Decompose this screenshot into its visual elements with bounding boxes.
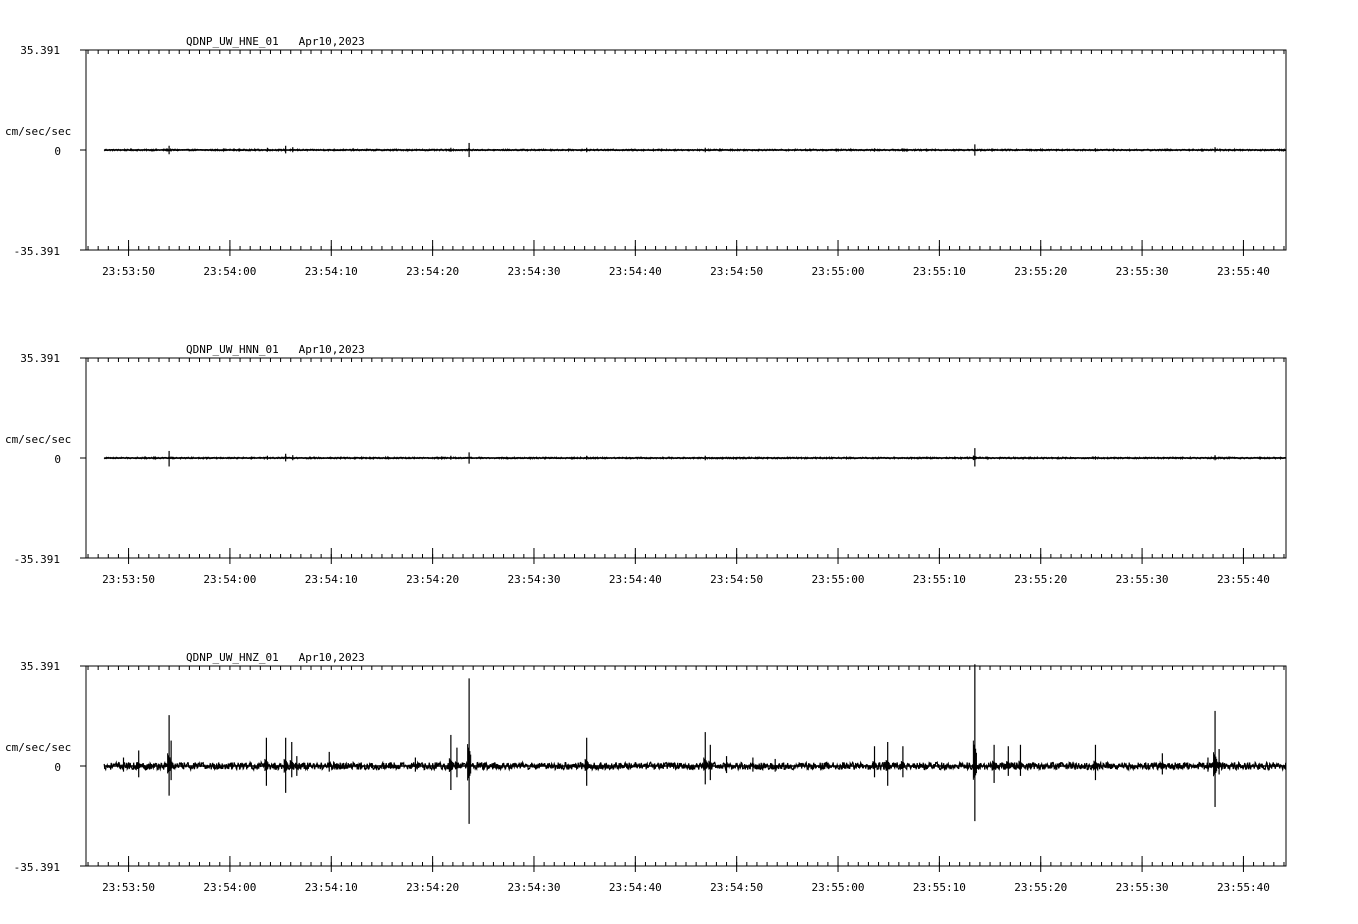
x-tick-label: 23:54:00 — [203, 265, 257, 278]
panel-3 — [5, 651, 1286, 894]
x-tick-label: 23:55:00 — [811, 881, 865, 894]
x-tick-label: 23:55:30 — [1115, 265, 1169, 278]
x-tick-label: 23:55:30 — [1115, 573, 1169, 586]
y-tick-label: -35.391 — [13, 861, 60, 874]
x-tick-label: 23:55:40 — [1216, 265, 1270, 278]
x-tick-label: 23:55:00 — [811, 265, 865, 278]
y-tick-label: 0 — [54, 453, 61, 466]
x-tick-label: 23:53:50 — [102, 573, 156, 586]
x-tick-label: 23:54:00 — [203, 881, 257, 894]
y-axis-label: cm/sec/sec — [5, 433, 72, 446]
x-tick-label: 23:54:30 — [507, 881, 561, 894]
x-tick-label: 23:54:30 — [507, 265, 561, 278]
x-tick-label: 23:54:50 — [710, 881, 764, 894]
x-tick-label: 23:55:40 — [1216, 573, 1270, 586]
x-tick-label: 23:55:20 — [1014, 265, 1068, 278]
y-tick-label: 35.391 — [20, 352, 60, 365]
panel-title: QDNP_UW_HNN_01 Apr10,2023 — [186, 343, 365, 356]
x-tick-label: 23:55:00 — [811, 573, 865, 586]
y-tick-label: 0 — [54, 145, 61, 158]
x-tick-label: 23:55:20 — [1014, 881, 1068, 894]
panel-1 — [5, 35, 1286, 278]
x-tick-label: 23:54:20 — [406, 265, 460, 278]
x-tick-label: 23:54:40 — [608, 265, 662, 278]
x-tick-label: 23:54:50 — [710, 265, 764, 278]
x-tick-label: 23:54:40 — [608, 573, 662, 586]
x-tick-label: 23:54:20 — [406, 573, 460, 586]
panel-2 — [5, 343, 1286, 586]
x-tick-label: 23:53:50 — [102, 881, 156, 894]
y-tick-label: 0 — [54, 761, 61, 774]
x-tick-label: 23:55:30 — [1115, 881, 1169, 894]
x-tick-label: 23:54:10 — [304, 881, 358, 894]
x-tick-label: 23:55:10 — [912, 881, 966, 894]
x-tick-label: 23:54:40 — [608, 881, 662, 894]
x-tick-label: 23:54:50 — [710, 573, 764, 586]
y-tick-label: 35.391 — [20, 44, 60, 57]
x-tick-label: 23:55:10 — [912, 265, 966, 278]
panel-title: QDNP_UW_HNZ_01 Apr10,2023 — [186, 651, 365, 664]
x-tick-label: 23:54:10 — [304, 265, 358, 278]
x-tick-label: 23:55:40 — [1216, 881, 1270, 894]
x-tick-label: 23:55:10 — [912, 573, 966, 586]
x-tick-label: 23:54:10 — [304, 573, 358, 586]
x-tick-label: 23:54:20 — [406, 881, 460, 894]
y-axis-label: cm/sec/sec — [5, 741, 72, 754]
x-tick-label: 23:54:00 — [203, 573, 257, 586]
panel-title: QDNP_UW_HNE_01 Apr10,2023 — [186, 35, 365, 48]
y-axis-label: cm/sec/sec — [5, 125, 72, 138]
y-tick-label: -35.391 — [13, 553, 60, 566]
y-tick-label: 35.391 — [20, 660, 60, 673]
y-tick-label: -35.391 — [13, 245, 60, 258]
x-tick-label: 23:54:30 — [507, 573, 561, 586]
x-tick-label: 23:53:50 — [102, 265, 156, 278]
x-tick-label: 23:55:20 — [1014, 573, 1068, 586]
